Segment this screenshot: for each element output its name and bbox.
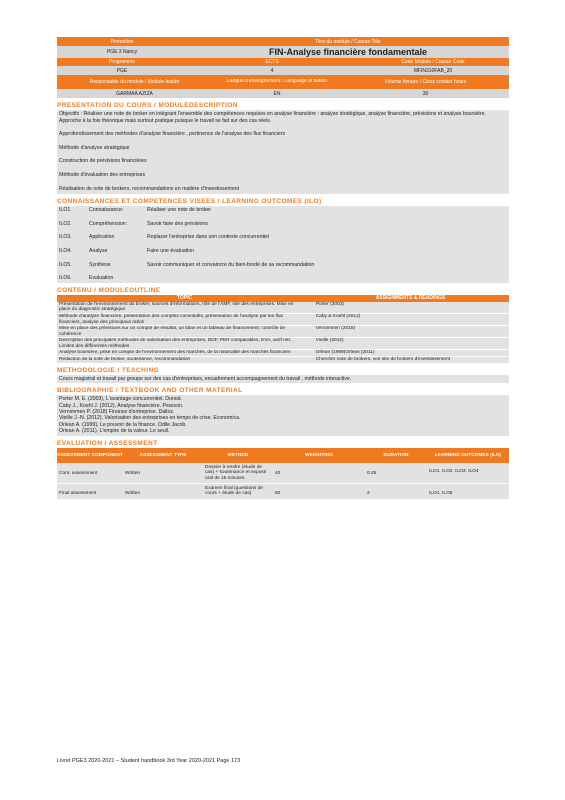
contact-hours-label: Volume horaire / Class contact hours — [384, 79, 467, 85]
methodology-text: Cours magistral et travail par groupe sur des cas d'entreprises, encadrement accompagnement du travail , méthode interactive. — [59, 375, 352, 382]
presentation-item: Construction de prévisions financières — [59, 158, 147, 165]
bibliography-box — [57, 395, 509, 435]
table-row: Rédaction de la note de broker, soutenance, recommandation Chercher note de brokers, voir site de brokers d'investissement — [59, 357, 450, 363]
outcomes-heading: CONNAISSANCES ET COMPETENCES VISEES / LEARNING OUTCOMES (ILO) — [57, 198, 322, 206]
promo-value: PGE 3 Nancy — [106, 49, 138, 55]
bibliography-item: Caby J., Koehl J. (2012), Analyse financière. Pearson. — [59, 402, 184, 409]
bibliography-heading: BIBLIOGRAPHIE / TEXTBOOK AND OTHER MATERIAL — [57, 387, 243, 395]
evaluation-table — [57, 463, 509, 499]
table-row: Analyse boursière, prise en compte de l'environnement des marchés, de la rationalité des marchés financiers Orlean (1999)Orlean (2011) — [57, 350, 509, 357]
presentation-heading: PRESENTATION DU COURS / MODULEDESCRIPTION — [57, 102, 238, 109]
presentation-item: Approfondissement des méthodes d'analyse financière , pertinence de l'analyse des flux financiers — [59, 131, 286, 138]
bibliography-item: Porter M. E. (2003), L'avantage concurrentiel. Dunod. — [59, 396, 182, 403]
outcomes-box — [57, 206, 509, 283]
presentation-box — [57, 110, 509, 194]
language-value: EN — [273, 90, 281, 97]
table-row: Final assessment Written Examen final (questions de cours + étude de cas) 60 2 ILO1, ILO5 — [59, 485, 453, 497]
header-row-6 — [57, 89, 509, 98]
table-row: Présentation de l'environnement du broker, sources d'informations, rôle de l'AMF, site des entreprises. Mise en place du diagnostic stratégique Porter (2003) — [57, 302, 509, 314]
course-title: FIN-Analyse financière fondamentale — [268, 47, 428, 57]
evaluation-heading: EVALUATION / ASSESSMENT — [57, 439, 158, 447]
page-footer: Livret PGE3 2020-2021 – Student handbook 3rd Year 2020-2021 Page 173 — [57, 758, 241, 764]
outcome-item: ILO4. Analyse Faire une évaluation — [59, 247, 195, 254]
header-row-3 — [57, 58, 509, 66]
outcome-item: ILO1. Connaissance: Réaliser une note de broker — [59, 207, 212, 214]
header-row-4 — [57, 66, 509, 75]
bibliography-item: Orlean A. (1999), Le pouvoir de la finance. Odile Jacob. — [59, 421, 187, 428]
outcome-item: ILO3. Application Replacer l'entreprise dans son contexte concurrentiel — [59, 234, 270, 241]
module-leader-label: Responsable du module / Module leader — [89, 79, 180, 85]
topic-header: TOPIC — [176, 295, 193, 302]
language-label: Langue d'enseignement / Language of tuition — [227, 79, 327, 85]
promo-label: Promotion — [110, 38, 134, 45]
course-code-value: MFIN310FAB_20 — [413, 67, 453, 74]
outline-header-row — [57, 295, 509, 302]
module-leader-value: GARMAA AZIZA — [116, 90, 153, 97]
course-code-label: Code Module / Course Code — [401, 59, 465, 65]
presentation-item: Méthode d'analyse stratégique — [59, 144, 130, 151]
methodology-heading: METHODOLOGIE / TEACHING — [57, 366, 160, 374]
contact-hours-value: 30 — [422, 90, 429, 97]
presentation-item: Réalisation de note de brokers, recommandations en matière d'investissement — [59, 185, 240, 192]
header-row-5 — [57, 75, 509, 89]
outcome-item: ILO6. Evaluation — [59, 275, 114, 282]
bibliography-item: Orlean A. (2011), L'empire de la valeur. Le seuil. — [59, 428, 170, 435]
presentation-objectives: Objectifs : Réaliser une note de broker en intégrant l'ensemble des compétences requises en analyse financière : analyse stratégique, analyse financière, prévisions et analyse boursière. Approche à la fois théorique mais surtout pratique puisque le travail se fait sur des cas réels. — [59, 111, 486, 124]
presentation-item: Méthode d'évaluation des entreprises — [59, 171, 146, 178]
course-sheet — [57, 37, 509, 499]
table-row: Méthode d'analyse financière, présentation des comptes consolidés, présentation de l'analyse par les flux financiers, analyse des principaux ratios Caby & Koehl (2012) — [57, 314, 509, 326]
bibliography-item: Vieille J.-N. (2012), Valorisation des entreprises en temps de crise. Economica. — [59, 415, 241, 422]
ects-value: 4 — [270, 67, 274, 74]
header-row-2 — [57, 46, 509, 58]
ects-label: ECTS — [265, 59, 279, 65]
title-label: Titre du module / Course Title — [315, 38, 381, 45]
outline-table — [57, 302, 509, 363]
bibliography-item: Vernimmen P. (2018) Finance d'entreprise. Dalloz. — [59, 409, 175, 416]
outcome-item: ILO5. Synthèse Savoir communiquer et convaincre du bien-fondé de sa recommandation — [59, 261, 315, 268]
table-row: Mise en place des prévisions sur un compte de résultat, un bilan et un tableau de financement, contrôle de cohérence Vernimmen (2018) — [57, 326, 509, 338]
outcome-item: ILO2. Compréhension: Savoir faire des prévisions — [59, 220, 208, 227]
programme-label: Programme — [108, 59, 136, 65]
methodology-box — [57, 375, 509, 384]
table-row: Description des principales méthodes de valorisation des entreprises, DDF, PER comparables, EVA, actif net. Limites des différentes méthodes Vieille (2012) — [57, 338, 509, 350]
programme-value: PGE — [116, 67, 128, 74]
outline-heading: CONTENU / MODULEOUTLINE — [57, 286, 161, 294]
readings-header: ASSIGNMENTS & READINGS — [375, 295, 446, 302]
evaluation-header-row: ASSESSMENT COMPONENT ASSESSMENT TYPE METHOD WEIGHTING DURATION LEARNING OUTCOMES (ILO) — [57, 448, 509, 463]
header-row-1 — [57, 37, 509, 46]
table-row: Cont. assessment Written Dossier à rendre (étude de cas) + soutenance et exposé oral de 15 minutes 40 0.25 ILO1, ILO2, ILO3, ILO4 — [57, 463, 509, 484]
